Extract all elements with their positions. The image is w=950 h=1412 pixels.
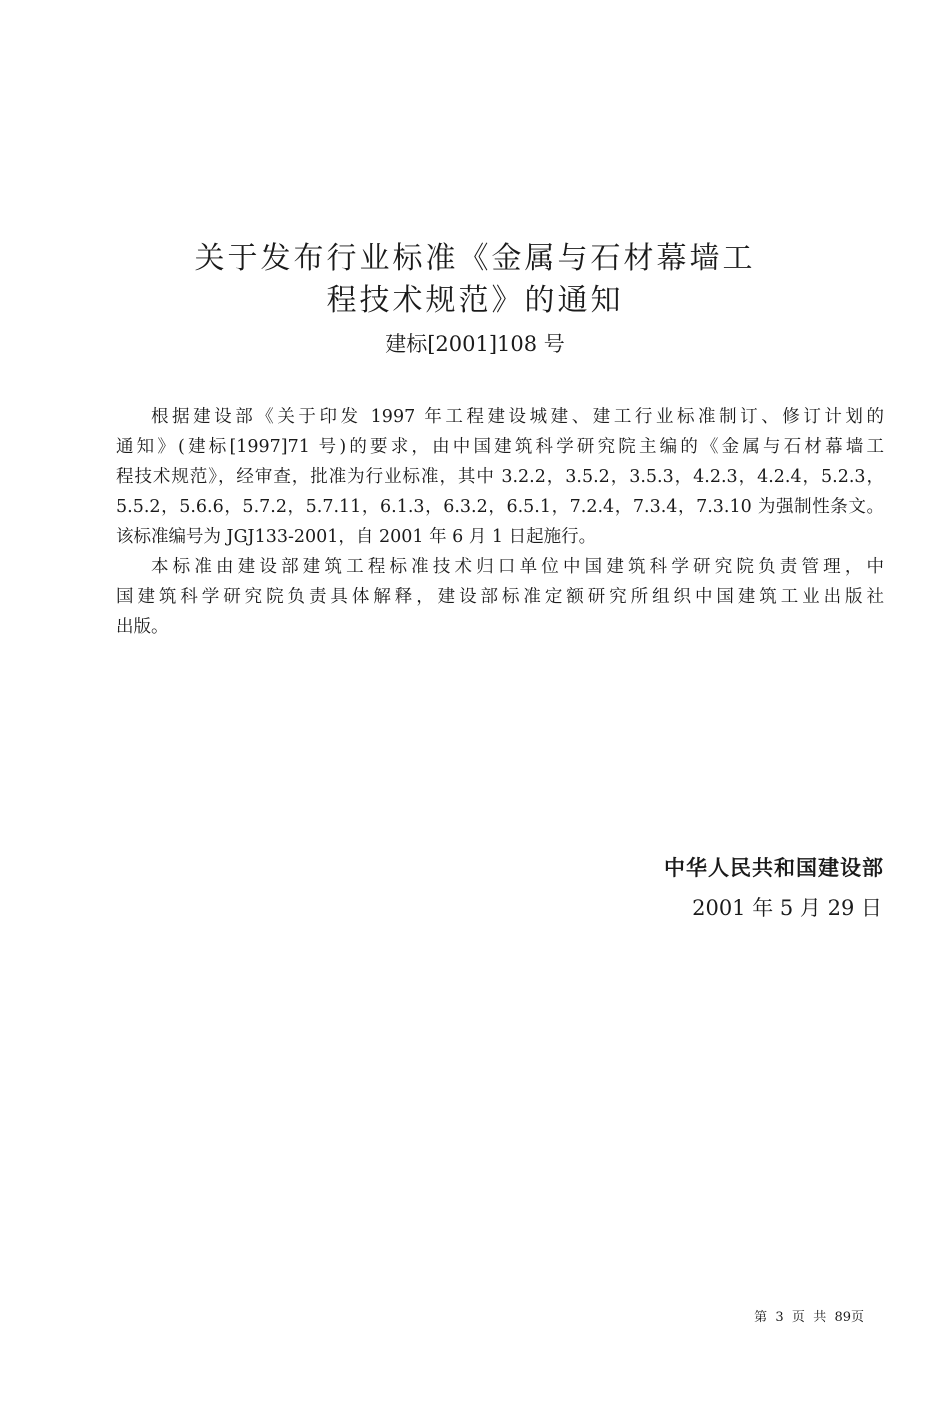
- paragraph-line: 通知》(建标[1997]71 号)的要求，由中国建筑科学研究院主编的《金属与石材幕墙工: [116, 437, 884, 457]
- paragraph-line: 该标准编号为 JGJ133-2001，自 2001 年 6 月 1 日起施行。: [116, 527, 597, 547]
- notice-title-line-1: 关于发布行业标准《金属与石材幕墙工: [194, 241, 756, 276]
- paragraph-line: 程技术规范》，经审查，批准为行业标准，其中 3.2.2，3.5.2，3.5.3，4.2.3，4.2.4，5.2.3，: [116, 467, 884, 487]
- issue-date: 2001 年 5 月 29 日: [692, 896, 882, 920]
- notice-title-line-2: 程技术规范》的通知: [326, 283, 624, 318]
- issuing-authority: 中华人民共和国建设部: [664, 856, 884, 880]
- paragraph-1: [116, 402, 884, 552]
- paragraph-2: [116, 552, 884, 642]
- notice-body: [116, 402, 884, 642]
- page-number: 第 3 页 共 89页: [754, 1310, 864, 1325]
- paragraph-line: 根据建设部《关于印发 1997 年工程建设城建、建工行业标准制订、修订计划的: [151, 407, 884, 427]
- paragraph-line: 出版。: [116, 617, 169, 637]
- paragraph-line: 5.5.2，5.6.6，5.7.2，5.7.11，6.1.3，6.3.2，6.5.1，7.2.4，7.3.4，7.3.10 为强制性条文。: [116, 497, 884, 517]
- paragraph-line: 国建筑科学研究院负责具体解释，建设部标准定额研究所组织中国建筑工业出版社: [116, 587, 884, 607]
- paragraph-line: 本标准由建设部建筑工程标准技术归口单位中国建筑科学研究院负责管理，中: [151, 557, 884, 577]
- document-number: 建标[2001]108 号: [385, 332, 565, 356]
